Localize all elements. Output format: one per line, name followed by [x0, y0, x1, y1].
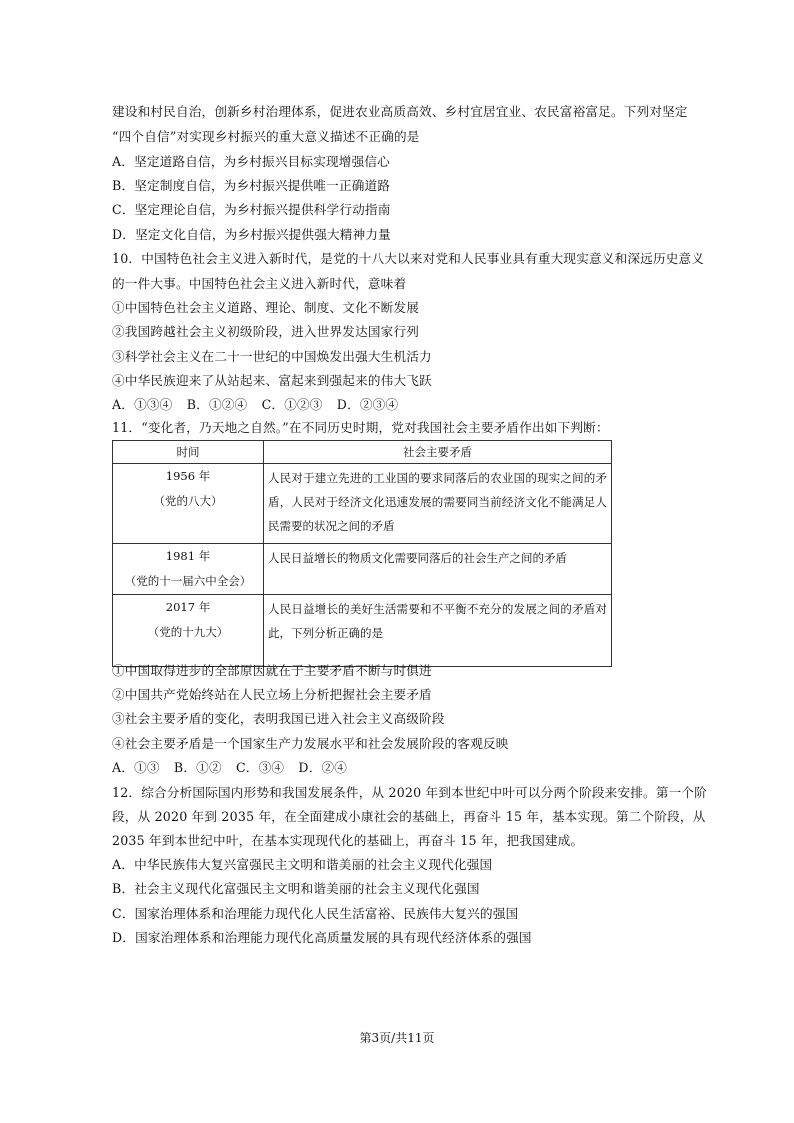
- table-cell-time: [113, 464, 264, 544]
- q11-option-d: D．②④: [298, 760, 348, 775]
- q10-option-d: D．②③④: [336, 397, 399, 412]
- q11-statement-4: ④社会主要矛盾是一个国家生产力发展水平和社会发展阶段的客观反映: [112, 736, 509, 751]
- q11-option-b: B．①②: [173, 760, 222, 775]
- q9-option-c: C．坚定理论自信，为乡村振兴提供科学行动指南: [112, 202, 391, 217]
- q12-stem-line-1: 12．综合分析国际国内形势和我国发展条件，从 2020 年到本世纪中叶可以分两个阶段来安排。第一个阶: [112, 785, 708, 800]
- q11-option-a: A．①③: [112, 760, 160, 775]
- q10-option-c: C．①②③: [261, 397, 323, 412]
- table-cell-content: 人民日益增长的物质文化需要同落后的社会生产之间的矛盾: [264, 544, 612, 595]
- q9-option-d: D．坚定文化自信，为乡村振兴提供强大精神力量: [112, 227, 391, 242]
- q10-statement-4: ④中华民族迎来了从站起来、富起来到强起来的伟大飞跃: [112, 373, 432, 388]
- q12-stem-line-2: 段，从 2020 年到 2035 年，在全面建成小康社会的基础上，再奋斗 15 年，基本实现。第二个阶段，从: [112, 809, 706, 824]
- q11-option-c: C．③④: [235, 760, 285, 775]
- row-meeting: （党的十一届六中全会）: [124, 574, 252, 588]
- row-meeting: （党的十九大）: [147, 625, 229, 639]
- q9-stem-line-2: “四个自信”对实现乡村振兴的重大意义描述不正确的是: [112, 129, 420, 144]
- q12-option-b: B．社会主义现代化富强民主文明和谐美丽的社会主义现代化强国: [112, 881, 480, 896]
- q10-stem-line-2: 的一件大事。中国特色社会主义进入新时代，意味着: [112, 276, 407, 291]
- table-row: [113, 595, 612, 667]
- table-row: [113, 464, 612, 544]
- q12-option-c: C．国家治理体系和治理能力现代化人民生活富裕、民族伟大复兴的强国: [112, 906, 519, 921]
- table-header-row: [113, 441, 612, 464]
- q12-option-d: D．国家治理体系和治理能力现代化高质量发展的具有现代经济体系的强国: [112, 930, 532, 945]
- q11-statement-3: ③社会主要矛盾的变化，表明我国已进入社会主义高级阶段: [112, 711, 445, 726]
- q9-stem-line-1: 建设和村民自治，创新乡村治理体系，促进农业高质高效、乡村宜居宜业、农民富裕富足。下列对坚定: [112, 104, 688, 119]
- q11-options: [112, 760, 357, 776]
- q10-statement-2: ②我国跨越社会主义初级阶段，进入世界发达国家行列: [112, 324, 420, 339]
- row-year: 2017 年: [165, 600, 211, 614]
- row-year: 1981 年: [165, 549, 211, 563]
- table-row: [113, 544, 612, 595]
- q10-option-a: A．①③④: [112, 397, 173, 412]
- q9-option-a: A．坚定道路自信，为乡村振兴目标实现增强信心: [112, 154, 390, 169]
- row-meeting: （党的八大）: [153, 494, 223, 508]
- table-cell-time: [113, 595, 264, 667]
- table-header-time: 时间: [113, 441, 264, 464]
- table-header-contradiction: 社会主要矛盾: [264, 441, 612, 464]
- q11-statement-1: ①中国取得进步的全部原因就在于主要矛盾不断与时俱进: [112, 663, 432, 678]
- q10-options: [112, 397, 408, 413]
- table-cell-time: [113, 544, 264, 595]
- q9-option-b: B．坚定制度自信，为乡村振兴提供唯一正确道路: [112, 178, 391, 193]
- q10-option-b: B．①②④: [186, 397, 248, 412]
- row-year: 1956 年: [165, 469, 211, 483]
- q11-table: [112, 440, 612, 667]
- q12-option-a: A．中华民族伟大复兴富强民主文明和谐美丽的社会主义现代化强国: [112, 857, 493, 872]
- q10-statement-1: ①中国特色社会主义道路、理论、制度、文化不断发展: [112, 300, 420, 315]
- q10-stem-line-1: 10．中国特色社会主义进入新时代，是党的十八大以来对党和人民事业具有重大现实意义和深远历史意义: [112, 251, 705, 266]
- page-footer: 第3页/共11页: [359, 1031, 435, 1045]
- q11-stem: 11．“变化者，乃天地之自然。”在不同历史时期，党对我国社会主要矛盾作出如下判断：: [112, 420, 609, 435]
- q11-statement-2: ②中国共产党始终站在人民立场上分析把握社会主要矛盾: [112, 687, 432, 702]
- table-cell-content: 人民对于建立先进的工业国的要求同落后的农业国的现实之间的矛盾，人民对于经济文化迅速发展的需要同当前经济文化不能满足人民需要的状况之间的矛盾: [264, 464, 612, 544]
- q10-statement-3: ③科学社会主义在二十一世纪的中国焕发出强大生机活力: [112, 349, 432, 364]
- q12-stem-line-3: 2035 年到本世纪中叶，在基本实现现代化的基础上，再奋斗 15 年，把我国建成。: [112, 833, 584, 848]
- table-cell-content: 人民日益增长的美好生活需要和不平衡不充分的发展之间的矛盾对此，下列分析正确的是: [264, 595, 612, 667]
